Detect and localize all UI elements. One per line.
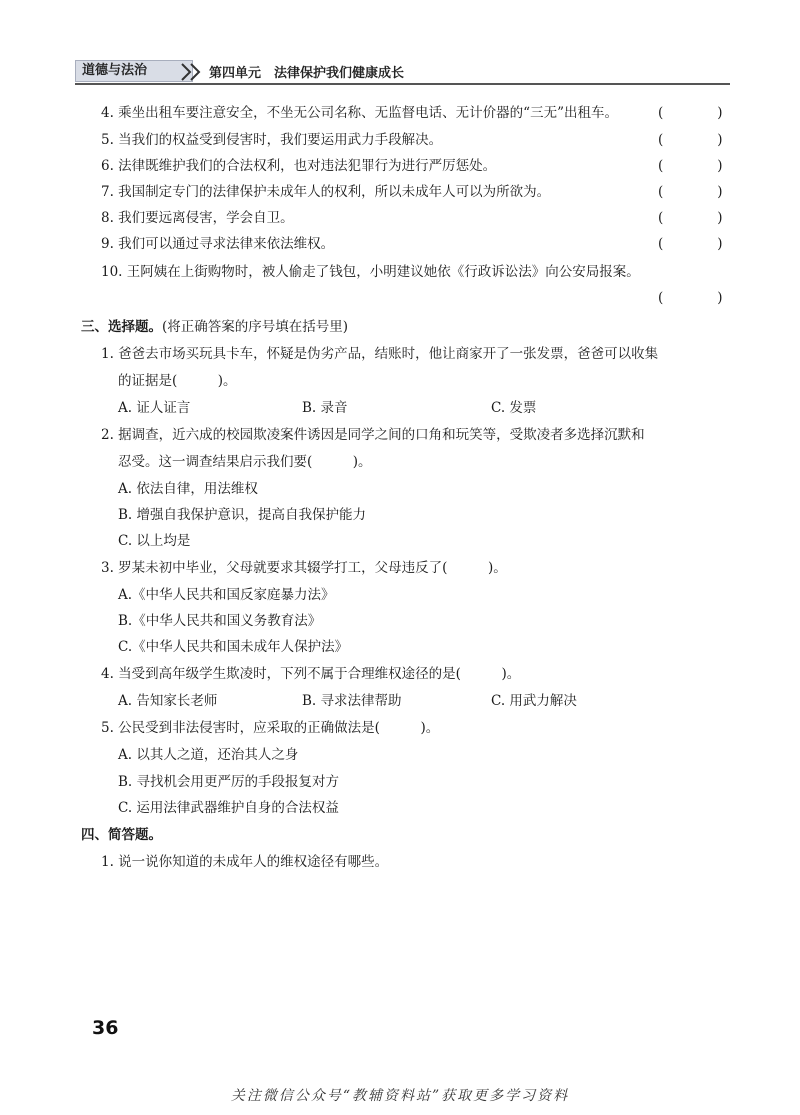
judgment-item-9: 9. 我们可以通过寻求法律来依法维权。 xyxy=(101,236,335,252)
answer-paren: ( ) xyxy=(658,105,723,121)
q1-line1: 1. 爸爸去市场买玩具卡车，怀疑是伪劣产品，结账时，他让商家开了一张发票，爸爸可以收集 xyxy=(101,346,659,362)
q5-option-b: B. 寻找机会用更严厉的手段报复对方 xyxy=(118,774,340,790)
q4-option-a: A. 告知家长老师 xyxy=(118,693,218,709)
section-title-choice xyxy=(81,318,348,336)
q2-line1: 2. 据调查，近六成的校园欺凌案件诱因是同学之间的口角和玩笑等，受欺凌者多选择沉默和 xyxy=(101,427,645,443)
short-answer-q1: 1. 说一说你知道的未成年人的维权途径有哪些。 xyxy=(101,854,389,870)
q1-line2: 的证据是( )。 xyxy=(118,373,237,389)
subject-tag: 道德与法治 xyxy=(75,60,193,82)
q4-line1: 4. 当受到高年级学生欺凌时，下列不属于合理维权途径的是( )。 xyxy=(101,666,521,682)
judgment-item-6: 6. 法律既维护我们的合法权利，也对违法犯罪行为进行严厉惩处。 xyxy=(101,158,497,174)
q2-option-a: A. 依法自律，用法维权 xyxy=(118,481,258,497)
double-chevron-icon xyxy=(179,62,207,82)
q4-option-b: B. 寻求法律帮助 xyxy=(302,693,402,709)
unit-title: 第四单元 法律保护我们健康成长 xyxy=(209,66,405,81)
answer-paren: ( ) xyxy=(658,290,723,306)
q3-line1: 3. 罗某未初中毕业，父母就要求其辍学打工，父母违反了( )。 xyxy=(101,560,507,576)
section-title: 三、选择题。 xyxy=(81,319,162,335)
answer-paren: ( ) xyxy=(658,184,723,200)
judgment-item-10: 10. 王阿姨在上街购物时，被人偷走了钱包，小明建议她依《行政诉讼法》向公安局报案。 xyxy=(101,264,640,280)
page-number: 36 xyxy=(92,1017,119,1039)
header-rule xyxy=(75,83,730,85)
judgment-item-5: 5. 当我们的权益受到侵害时，我们要运用武力手段解决。 xyxy=(101,132,443,148)
q4-option-c: C. 用武力解决 xyxy=(491,693,577,709)
answer-paren: ( ) xyxy=(658,236,723,252)
section-title-short-answer: 四、简答题。 xyxy=(81,827,162,843)
q1-option-b: B. 录音 xyxy=(302,400,348,416)
section-note: (将正确答案的序号填在括号里) xyxy=(162,319,349,335)
judgment-item-4: 4. 乘坐出租车要注意安全，不坐无公司名称、无监督电话、无计价器的“三无”出租车。 xyxy=(101,105,618,121)
q3-option-b: B.《中华人民共和国义务教育法》 xyxy=(118,613,322,629)
q5-option-a: A. 以其人之道，还治其人之身 xyxy=(118,747,299,763)
q2-option-b: B. 增强自我保护意识，提高自我保护能力 xyxy=(118,507,367,523)
judgment-item-7: 7. 我国制定专门的法律保护未成年人的权利，所以未成年人可以为所欲为。 xyxy=(101,184,551,200)
q5-line1: 5. 公民受到非法侵害时，应采取的正确做法是( )。 xyxy=(101,720,440,736)
answer-paren: ( ) xyxy=(658,158,723,174)
q1-option-c: C. 发票 xyxy=(491,400,537,416)
footer-note: 关注微信公众号“教辅资料站”获取更多学习资料 xyxy=(230,1088,570,1104)
q2-option-c: C. 以上均是 xyxy=(118,533,191,549)
q3-option-a: A.《中华人民共和国反家庭暴力法》 xyxy=(118,587,335,603)
q1-option-a: A. 证人证言 xyxy=(118,400,191,416)
q5-option-c: C. 运用法律武器维护自身的合法权益 xyxy=(118,800,339,816)
q2-line2: 忍受。这一调查结果启示我们要( )。 xyxy=(118,454,372,470)
page-header xyxy=(75,60,730,84)
answer-paren: ( ) xyxy=(658,132,723,148)
judgment-item-8: 8. 我们要远离侵害，学会自卫。 xyxy=(101,210,294,226)
answer-paren: ( ) xyxy=(658,210,723,226)
q3-option-c: C.《中华人民共和国未成年人保护法》 xyxy=(118,639,349,655)
